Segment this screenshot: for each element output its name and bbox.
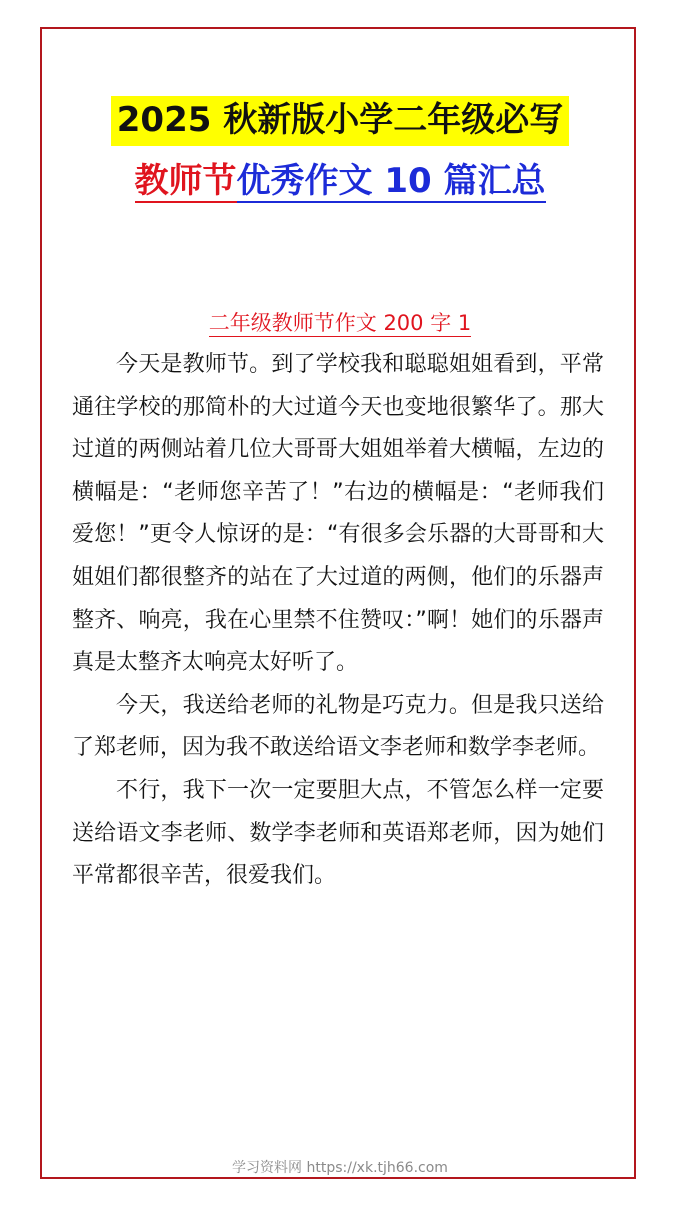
title-blue-segment: 优秀作文 10 篇汇总 <box>236 161 546 201</box>
title-block <box>40 96 640 204</box>
essay-paragraph-2: 今天，我送给老师的礼物是巧克力。但是我只送给了郑老师，因为我不敢送给语文李老师和数学李老师。 <box>72 692 604 761</box>
essay-body <box>72 344 604 898</box>
essay-paragraph-1: 今天是教师节。到了学校我和聪聪姐姐看到，平常通往学校的那简朴的大过道今天也变地很繁华了。那大过道的两侧站着几位大哥哥大姐姐举着大横幅，左边的横幅是：“老师您辛苦了！”右边的横幅是：“老师我们爱您！”更令人惊讶的是：“有很多会乐器的大哥哥和大姐姐们都很整齐的站在了大过道的两侧，他们的乐器声整齐、响亮，我在心里禁不住赞叹：”啊！她们的乐器声真是太整齐太响亮太好听了。 <box>72 352 604 676</box>
title-line-2 <box>40 158 640 204</box>
essay-paragraph-3: 不行，我下一次一定要胆大点，不管怎么样一定要送给语文李老师、数学李老师和英语郑老师，因为她们平常都很辛苦，很爱我们。 <box>72 777 604 889</box>
essay-heading-text: 二年级教师节作文 200 字 1 <box>208 311 472 335</box>
title-line-1: 2025 秋新版小学二年级必写 <box>111 96 569 146</box>
footer-watermark: 学习资料网 https://xk.tjh66.com <box>232 1160 448 1176</box>
essay-heading <box>40 308 640 338</box>
title-red-segment: 教师节 <box>134 161 237 201</box>
